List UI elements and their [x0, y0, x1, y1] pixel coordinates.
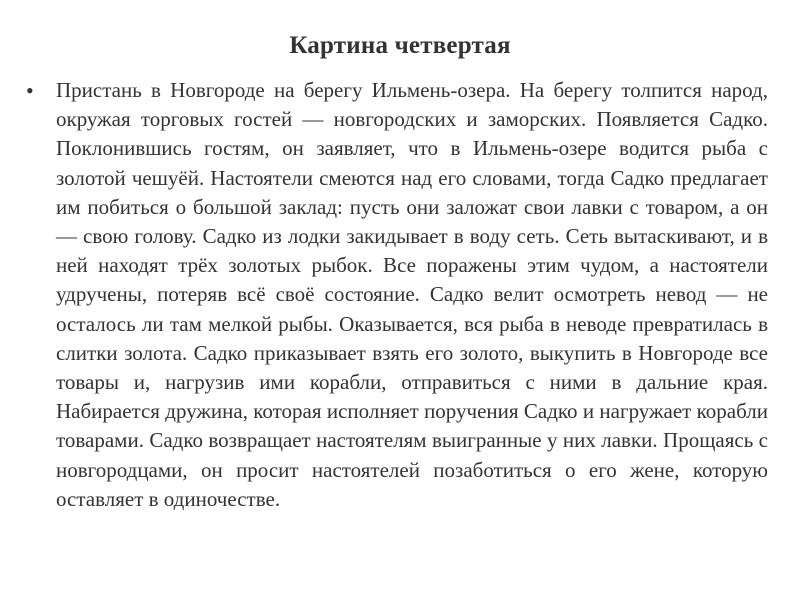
bullet-paragraph: Пристань в Новгороде на берегу Ильмень-озера. На берегу толпится народ, окружая торговых гостей — новгородских и заморских. Появляется Садко. Поклонившись гостям, он заявляет, что в Ильмень-озере водится рыба с золотой чешуёй. Настоятели смеются над его словами, тогда Садко предлагает им побиться о большой заклад: пусть они заложат свои лавки с товаром, а он — свою голову. Садко из лодки закидывает в воду сеть. Сеть вытаскивают, и в ней находят трёх золотых рыбок. Все поражены этим чудом, а настоятели удручены, потеряв всё своё состояние. Садко велит осмотреть невод — не осталось ли там мелкой рыбы. Оказывается, вся рыба в неводе превратилась в слитки золота. Садко приказывает взять его золото, выкупить в Новгороде все товары и, нагрузив ими корабли, отправиться с ними в дальние края. Набирается дружина, которая исполняет поручения Садко и нагружает корабли товарами. Садко возвращает настоятелям выигранные у них лавки. Прощаясь с новгородцами, он просит настоятелей позаботиться о его жене, которую оставляет в одиночестве.: [56, 78, 768, 511]
bullet-marker: •: [26, 78, 34, 103]
bullet-list: [26, 76, 770, 514]
slide-title: Картина четвертая: [289, 32, 511, 59]
